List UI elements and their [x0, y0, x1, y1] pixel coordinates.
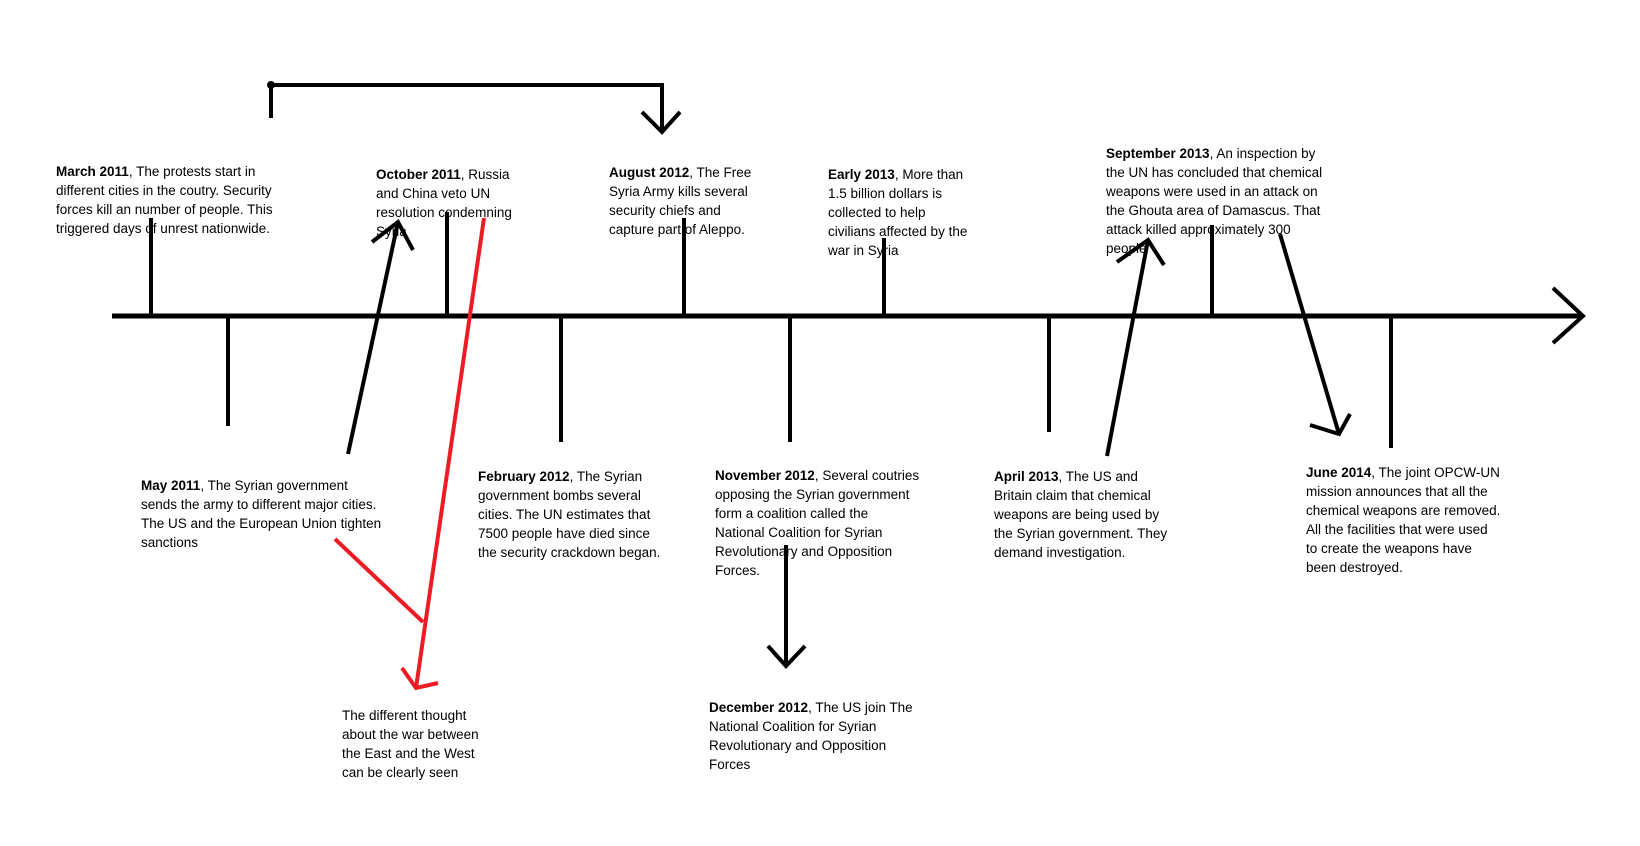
event-date: September 2013 [1106, 146, 1210, 161]
event-text: , The US and Britain claim that chemical weapons are being used by the Syrian government. They demand investigation. [994, 469, 1168, 560]
event-text: , Several coutries opposing the Syrian government form a coalition called the National Coalition for Syrian Revolutionary and Opposition Forces. [715, 468, 920, 578]
event-date: April 2013 [994, 469, 1059, 484]
event-october-2011 [376, 146, 546, 241]
event-date: December 2012 [709, 700, 809, 715]
event-text: , Russia and China veto UN resolution condemning Syria [376, 167, 512, 239]
event-may-2011 [141, 457, 421, 552]
event-text: , An inspection by the UN has concluded that chemical weapons were used in an attack on the Ghouta area of Damascus. That attack killed approximately 300 people [1106, 146, 1323, 256]
event-text: , The US join The National Coalition for Syrian Revolutionary and Opposition Forces [709, 700, 913, 772]
event-date: November 2012 [715, 468, 815, 483]
event-text: , The Syrian government bombs several cities. The UN estimates that 7500 people have died since the security crackdown began. [478, 469, 661, 560]
connector-march-to-august [271, 85, 662, 130]
event-march-2011 [56, 143, 326, 238]
event-april-2013 [994, 448, 1194, 562]
event-text: , The Syrian government sends the army to different major cities. The US and the European Union tighten sanctions [141, 478, 382, 550]
event-text: , More than 1.5 billion dollars is collected to help civilians affected by the war in Syria [828, 167, 968, 258]
event-early-2013 [828, 146, 998, 260]
event-text: , The joint OPCW-UN mission announces that all the chemical weapons are removed. All the facilities that were used to create the weapons have been destroyed. [1306, 465, 1501, 575]
event-date: October 2011 [376, 167, 461, 182]
event-february-2012 [478, 448, 693, 562]
connector-start-dot [267, 81, 275, 89]
arrow-may-to-october [348, 222, 398, 454]
event-june-2014 [1306, 444, 1546, 577]
event-date: March 2011 [56, 164, 129, 179]
event-date: May 2011 [141, 478, 201, 493]
red-arrow-from-october [416, 218, 484, 688]
event-september-2013 [1106, 125, 1356, 258]
event-november-2012 [715, 447, 940, 580]
arrow-september-to-june [1280, 234, 1339, 434]
event-august-2012 [609, 144, 779, 239]
east-west-note: The different thought about the war between the East and the West can be clearly seen [342, 708, 479, 780]
event-text: , The Free Syria Army kills several security chiefs and capture part of Aleppo. [609, 165, 752, 237]
event-date: June 2014 [1306, 465, 1372, 480]
event-text: , The protests start in different cities in the coutry. Security forces kill an number of people. This triggered days of unrest nationwide. [56, 164, 273, 236]
event-date: February 2012 [478, 469, 570, 484]
arrow-september-to-june-head [1310, 414, 1350, 434]
event-date: August 2012 [609, 165, 690, 180]
event-date: Early 2013 [828, 167, 895, 182]
arrow-april-to-september [1107, 240, 1148, 456]
event-december-2012 [709, 679, 934, 774]
